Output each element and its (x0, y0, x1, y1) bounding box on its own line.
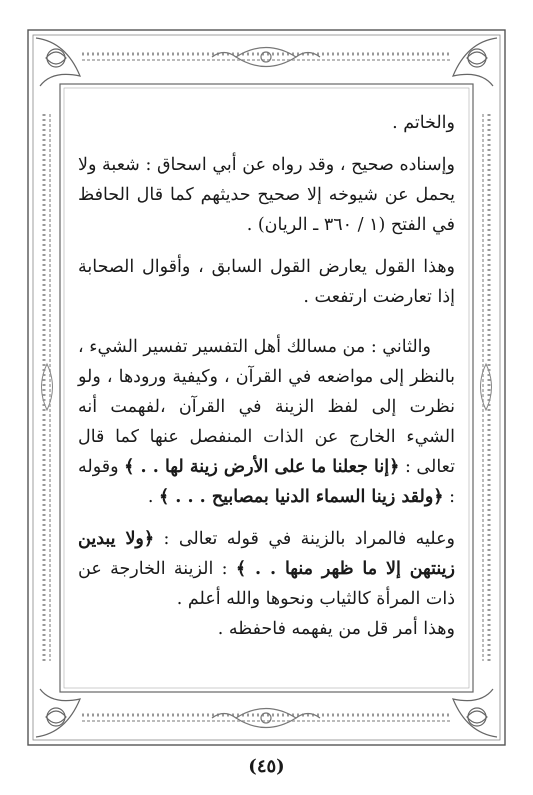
page-number: (٤٥) (248, 756, 285, 777)
paragraph-5 (78, 524, 455, 614)
paragraph-5-text-b: : الزينة الخارجة عن ذات المرأة كالثياب ونحوها والله أعلم . (78, 559, 455, 609)
paragraph-3: وهذا القول يعارض القول السابق ، وأقوال الصحابة إذا تعارضت ارتفعت . (78, 257, 455, 307)
paragraph-4-text-c: . (147, 487, 159, 507)
paragraph-6: وهذا أمر قل من يفهمه فاحفظه . (217, 619, 455, 639)
quran-verse-1: ﴿إنا جعلنا ما على الأرض زينة لها . . ﴾ (124, 457, 400, 477)
quran-verse-3: ﴿ولا يبدين زينتهن إلا ما ظهر منها . . ﴾ (78, 529, 455, 579)
paragraph-5-text-a: وعليه فالمراد بالزينة في قوله تعالى : (154, 529, 455, 549)
paragraph-4-text-a: والثاني : من مسالك أهل التفسير تفسير الشيء ، بالنظر إلى مواضعه في القرآن ، وكيفية ورودها ، ولو نظرت إلى لفظ الزينة في القرآن ،لفهمت أنه الشيء الخارج عن الذات المنفصل عنها كما قال تعالى : (78, 337, 455, 477)
page-body (78, 108, 455, 644)
paragraph-4-text-b: وقوله : (78, 457, 455, 507)
paragraph-4 (78, 332, 455, 512)
paragraph-2: وإسناده صحيح ، وقد رواه عن أبي اسحاق : شعبة ولا يحمل عن شيوخه إلا صحيح حديثهم كما قال الحافظ في الفتح (١ / ٣٦٠ ـ الريان) . (78, 155, 455, 235)
paragraph-1: والخاتم . (392, 113, 455, 133)
quran-verse-2: ﴿ولقد زينا السماء الدنيا بمصابيح . . . ﴾ (158, 487, 444, 507)
